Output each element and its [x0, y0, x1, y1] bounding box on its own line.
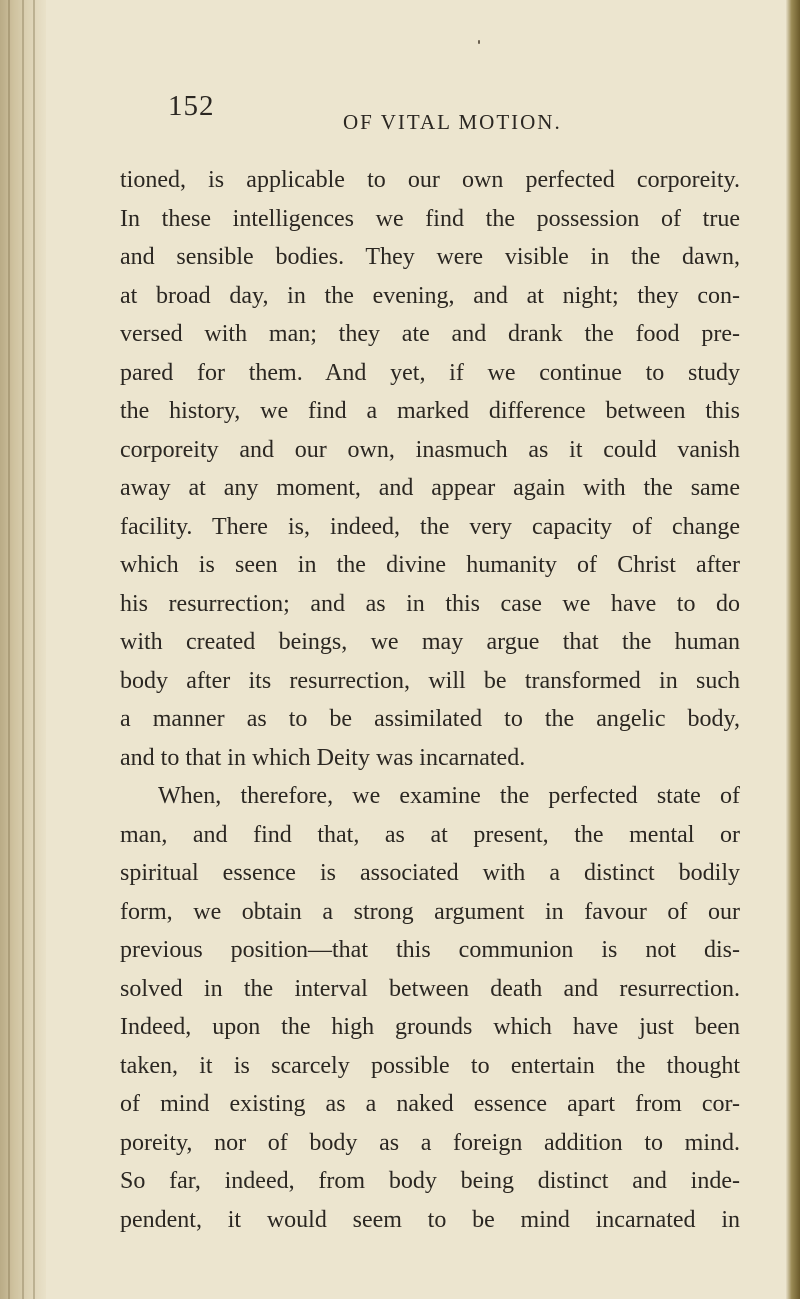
paragraph-last-line: and to that in which Deity was incarnated. [120, 744, 526, 771]
text-line: his resurrection; and as in this case we have to do [120, 590, 740, 617]
running-head: OF VITAL MOTION. [343, 110, 562, 134]
text-line: pendent, it would seem to be mind incarnated in [120, 1206, 740, 1233]
page-binding-edge [0, 0, 46, 1299]
text-line: versed with man; they ate and drank the food pre- [120, 321, 740, 347]
paragraph-first-line: When, therefore, we examine the perfected state of [158, 783, 740, 809]
text-line: Indeed, upon the high grounds which have just been [120, 1014, 740, 1040]
text-line: away at any moment, and appear again with the same [120, 475, 740, 501]
text-line: spiritual essence is associated with a distinct bodily [120, 860, 740, 886]
text-line: and sensible bodies. They were visible in the dawn, [120, 244, 740, 270]
text-line: pared for them. And yet, if we continue to study [120, 359, 740, 386]
text-line: taken, it is scarcely possible to entertain the thought [120, 1052, 740, 1079]
text-line: facility. There is, indeed, the very capacity of change [120, 513, 740, 540]
binding-shadow-line [33, 0, 35, 1299]
text-line: at broad day, in the evening, and at night; they con- [120, 282, 740, 309]
text-line: poreity, nor of body as a foreign addition to mind. [120, 1129, 740, 1156]
text-line: a manner as to be assimilated to the angelic body, [120, 706, 740, 732]
page-fore-edge [786, 0, 800, 1299]
text-line: body after its resurrection, will be transformed in such [120, 667, 740, 694]
text-line: corporeity and our own, inasmuch as it could vanish [120, 436, 740, 463]
text-line: form, we obtain a strong argument in favour of our [120, 898, 740, 925]
paper-speck [478, 40, 480, 44]
text-line: In these intelligences we find the possession of true [120, 205, 740, 232]
text-line: of mind existing as a naked essence apart from cor- [120, 1091, 740, 1117]
text-line: which is seen in the divine humanity of Christ after [120, 552, 740, 578]
text-line: the history, we find a marked difference between this [120, 398, 740, 424]
binding-shadow-line [22, 0, 24, 1299]
text-line: man, and find that, as at present, the mental or [120, 821, 740, 848]
text-line: So far, indeed, from body being distinct and inde- [120, 1168, 740, 1194]
text-line: solved in the interval between death and resurrection. [120, 975, 740, 1002]
binding-shadow-line [8, 0, 10, 1299]
text-line: tioned, is applicable to our own perfected corporeity. [120, 167, 740, 193]
page-number: 152 [168, 90, 215, 122]
text-line: with created beings, we may argue that the human [120, 629, 740, 655]
body-text [120, 161, 740, 1239]
text-line: previous position—that this communion is not dis- [120, 937, 740, 963]
